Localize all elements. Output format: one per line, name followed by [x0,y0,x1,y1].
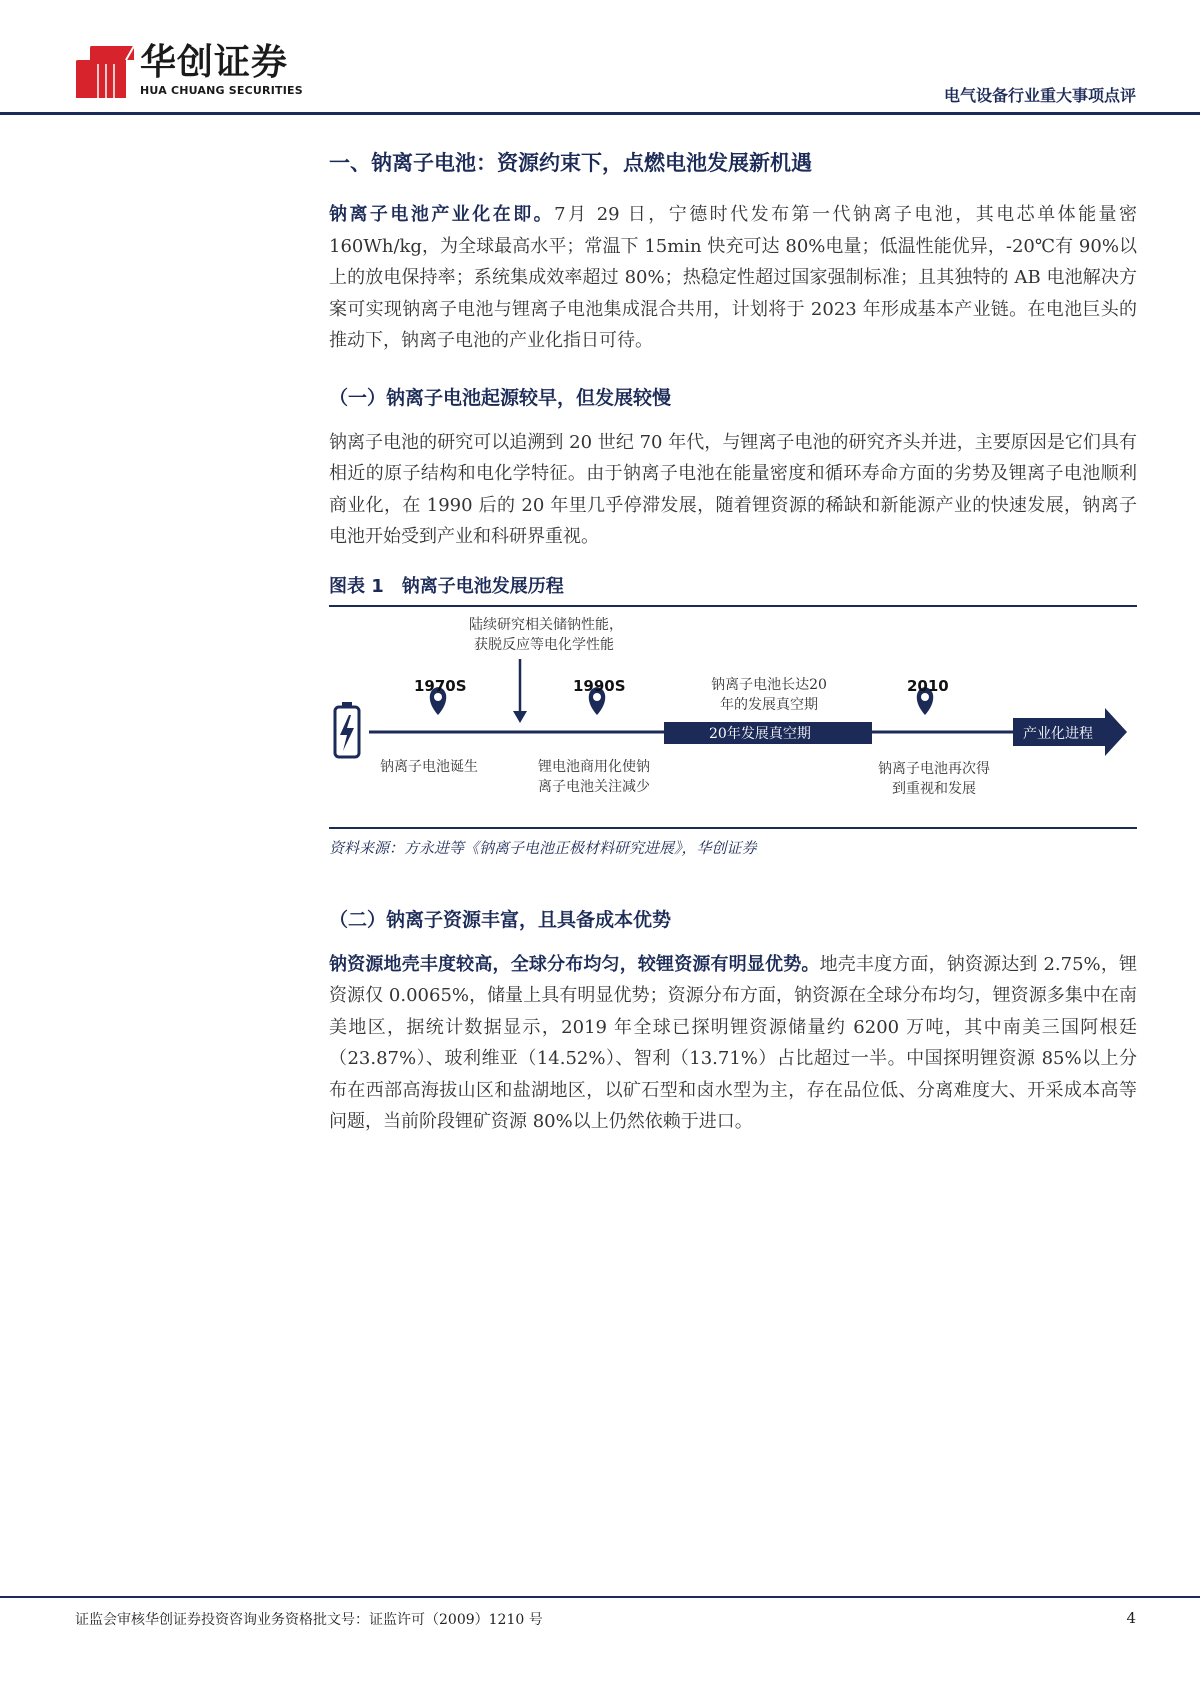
below-1990-note [519,757,669,797]
gap-note-line1: 钠离子电池长达20 [711,676,827,693]
subsection-title-resources: （二）钠离子资源丰富，且具备成本优势 [329,908,672,931]
figure-label: 图表 1 [329,575,384,597]
paragraph-lead: 钠离子电池产业化在即。 [329,204,555,225]
logo-mark-icon [76,46,134,98]
page-header [0,0,1200,118]
gap-note-line2: 年的发展真空期 [720,696,818,713]
below-2010-line2: 到重视和发展 [892,780,976,797]
below-2010-note [859,759,1009,799]
subsection-title-history: （一）钠离子电池起源较早，但发展较慢 [329,386,672,409]
arrow-note [469,615,623,655]
paragraph-industrialization [329,199,1137,357]
main-content [329,145,1137,1138]
license-notice: 证监会审核华创证券投资咨询业务资格批文号：证监许可（2009）1210 号 [75,1612,543,1628]
year-1990s: 1990S [573,676,626,695]
paragraph-lead: 钠资源地壳丰度较高，全球分布均匀，较锂资源有明显优势。 [329,953,820,975]
section-title: 一、钠离子电池：资源约束下，点燃电池发展新机遇 [329,151,812,175]
below-1990-line2: 离子电池关注减少 [538,778,650,795]
paragraph-history: 钠离子电池的研究可以追溯到 20 世纪 70 年代，与锂离子电池的研究齐头并进，主要原因是它们具有相近的原子结构和电化学特征。由于钠离子电池在能量密度和循环寿命方面的劣势及锂离子电池顺利商业化，在 1990 后的 20 年里几乎停滞发展，随着锂资源的稀缺和新能源产业的快速发展，钠离子电池开始受到产业和科研界重视。 [329,431,1137,547]
below-2010-line1: 钠离子电池再次得 [878,760,990,777]
arrow-note-line1: 陆续研究相关储钠性能， [469,616,623,633]
logo-english-name: HUA CHUANG SECURITIES [140,84,303,97]
logo-chinese-name: 华创证券 [140,42,289,83]
timeline-diagram [329,607,1137,827]
gap-band-label: 20年发展真空期 [709,725,811,742]
figure-title [329,573,1137,607]
gap-note [694,675,844,715]
report-type: 电气设备行业重大事项点评 [943,86,1136,105]
year-1970s: 1970S [414,676,467,695]
figure-bottom-rule [329,827,1137,829]
year-2010: 2010 [907,676,949,695]
paragraph-body: 地壳丰度方面，钠资源达到 2.75%，锂资源仅 0.0065%，储量上具有明显优势；资源分布方面，钠资源在全球分布均匀，锂资源多集中在南美地区，据统计数据显示，2019 年全球已探明锂资源储量约 6200 万吨，其中南美三国阿根廷（23.87%）、玻利维亚（14.52%）、智利（13.71%）占比超过一半。中国探明锂资源 85%以上分布在西部高海拔山区和盐湖地区，以矿石型和卤水型为主，存在品位低、分离难度大、开采成本高等问题，当前阶段锂矿资源 80%以上仍然依赖于进口。 [329,953,1137,1132]
timeline-graphic [329,607,1137,827]
footer-divider [0,1596,1200,1598]
arrow-note-line2: 获脱反应等电化学性能 [474,636,614,653]
paragraph-body: 7月 29 日，宁德时代发布第一代钠离子电池，其电芯单体能量密 160Wh/kg，为全球最高水平；常温下 15min 快充可达 80%电量；低温性能优异，-20℃有 90%以上的放电保持率；系统集成效率超过 80%；热稳定性超过国家强制标准；且其独特的 AB 电池解决方案可实现钠离子电池与锂离子电池集成混合共用，计划将于 2023 年形成基本产业链。在电池巨头的推动下，钠离子电池的产业化指日可待。 [329,204,1137,351]
below-1970-note: 钠离子电池诞生 [380,758,478,775]
page-number: 4 [1126,1609,1136,1627]
below-1990-line1: 锂电池商用化使钠 [538,758,650,775]
progress-label: 产业化进程 [1023,725,1093,742]
company-logo [76,40,306,102]
paragraph-resources [329,949,1137,1138]
down-arrow-icon [513,659,527,723]
figure-caption: 钠离子电池发展历程 [401,575,564,597]
header-divider [0,112,1200,115]
battery-icon [335,702,359,757]
figure-source: 资料来源：方永进等《钠离子电池正极材料研究进展》，华创证券 [329,838,757,857]
